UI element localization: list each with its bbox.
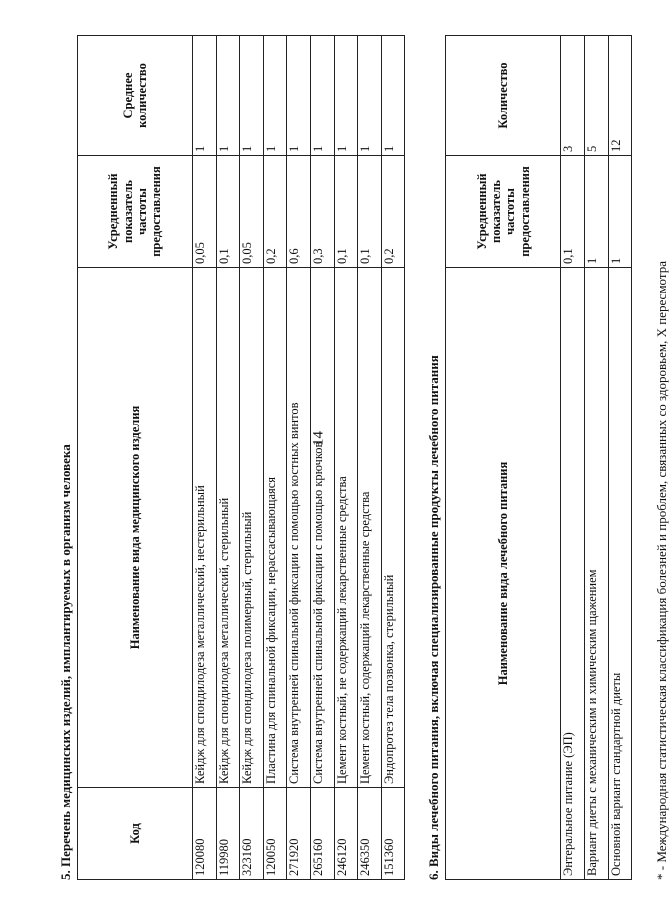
cell-frequency: 1 <box>608 156 632 268</box>
cell-quantity: 12 <box>608 36 632 156</box>
cell-name: Цемент костный, содержащий лекарственные средства <box>358 268 382 788</box>
cell-quantity: 1 <box>287 36 311 156</box>
cell-frequency: 0,05 <box>193 156 217 268</box>
cell-frequency: 0,1 <box>358 156 382 268</box>
cell-name: Вариант диеты с механическим и химическим щажением <box>584 268 608 880</box>
cell-code: 271920 <box>287 788 311 880</box>
rotated-page-content <box>55 20 672 880</box>
page-number: 14 <box>310 431 327 446</box>
section-6-title: 6. Виды лечебного питания, включая специализированные продукты лечебного питания <box>426 355 442 880</box>
cell-name: Энтеральное питание (ЭП) <box>561 268 585 880</box>
cell-quantity: 1 <box>381 36 405 156</box>
cell-name: Система внутренней спинальной фиксации с помощью крючков <box>310 268 334 788</box>
table-row <box>240 36 264 880</box>
cell-code: 120080 <box>193 788 217 880</box>
cell-quantity: 1 <box>240 36 264 156</box>
cell-quantity: 1 <box>263 36 287 156</box>
table-row <box>216 36 240 880</box>
header-quantity: Среднее количество <box>78 36 193 156</box>
cell-code: 246350 <box>358 788 382 880</box>
header-code: Код <box>78 788 193 880</box>
cell-code: 120050 <box>263 788 287 880</box>
header-quantity: Количество <box>446 36 561 156</box>
cell-frequency: 0,1 <box>216 156 240 268</box>
table-row <box>287 36 311 880</box>
cell-name: Система внутренней спинальной фиксации с помощью костных винтов <box>287 268 311 788</box>
table-row <box>561 36 585 880</box>
nutrition-table <box>445 35 632 880</box>
table-header-row <box>446 36 561 880</box>
table-row <box>334 36 358 880</box>
table-row <box>584 36 608 880</box>
cell-name: Кейдж для спондилодеза металлический, стерильный <box>216 268 240 788</box>
cell-quantity: 1 <box>216 36 240 156</box>
table-header-row <box>78 36 193 880</box>
cell-frequency: 0,3 <box>310 156 334 268</box>
cell-code: 246120 <box>334 788 358 880</box>
cell-frequency: 0,2 <box>263 156 287 268</box>
cell-quantity: 5 <box>584 36 608 156</box>
cell-code: 265160 <box>310 788 334 880</box>
implants-table <box>77 35 405 880</box>
cell-name: Кейдж для спондилодеза полимерный, стерильный <box>240 268 264 788</box>
table-row <box>381 36 405 880</box>
table-row <box>608 36 632 880</box>
cell-frequency: 1 <box>584 156 608 268</box>
cell-quantity: 1 <box>334 36 358 156</box>
section-5-title: 5. Перечень медицинских изделий, имплантируемых в организм человека <box>58 444 73 880</box>
cell-frequency: 0,1 <box>561 156 585 268</box>
cell-quantity: 1 <box>193 36 217 156</box>
cell-frequency: 0,05 <box>240 156 264 268</box>
header-frequency: Усредненный показатель частоты предоставления <box>78 156 193 268</box>
cell-name: Цемент костный, не содержащий лекарственные средства <box>334 268 358 788</box>
cell-quantity: 3 <box>561 36 585 156</box>
table-row <box>193 36 217 880</box>
cell-quantity: 1 <box>358 36 382 156</box>
cell-name: Основной вариант стандартной диеты <box>608 268 632 880</box>
cell-frequency: 0,2 <box>381 156 405 268</box>
cell-frequency: 0,6 <box>287 156 311 268</box>
header-frequency: Усредненный показатель частоты предоставления <box>446 156 561 268</box>
table-row <box>310 36 334 880</box>
cell-frequency: 0,1 <box>334 156 358 268</box>
cell-code: 119980 <box>216 788 240 880</box>
cell-name: Эндопротез тела позвонка, стерильный <box>381 268 405 788</box>
table-row <box>358 36 382 880</box>
cell-name: Пластина для спинальной фиксации, нерассасывающаяся <box>263 268 287 788</box>
header-name: Наименование вида медицинского изделия <box>78 268 193 788</box>
table-row <box>263 36 287 880</box>
footnote: * - Международная статистическая классификация болезней и проблем, связанных со здоровьем, X пересмотра <box>654 261 670 880</box>
header-name: Наименование вида лечебного питания <box>446 268 561 880</box>
cell-code: 323160 <box>240 788 264 880</box>
cell-name: Кейдж для спондилодеза металлический, нестерильный <box>193 268 217 788</box>
cell-code: 151360 <box>381 788 405 880</box>
cell-quantity: 1 <box>310 36 334 156</box>
